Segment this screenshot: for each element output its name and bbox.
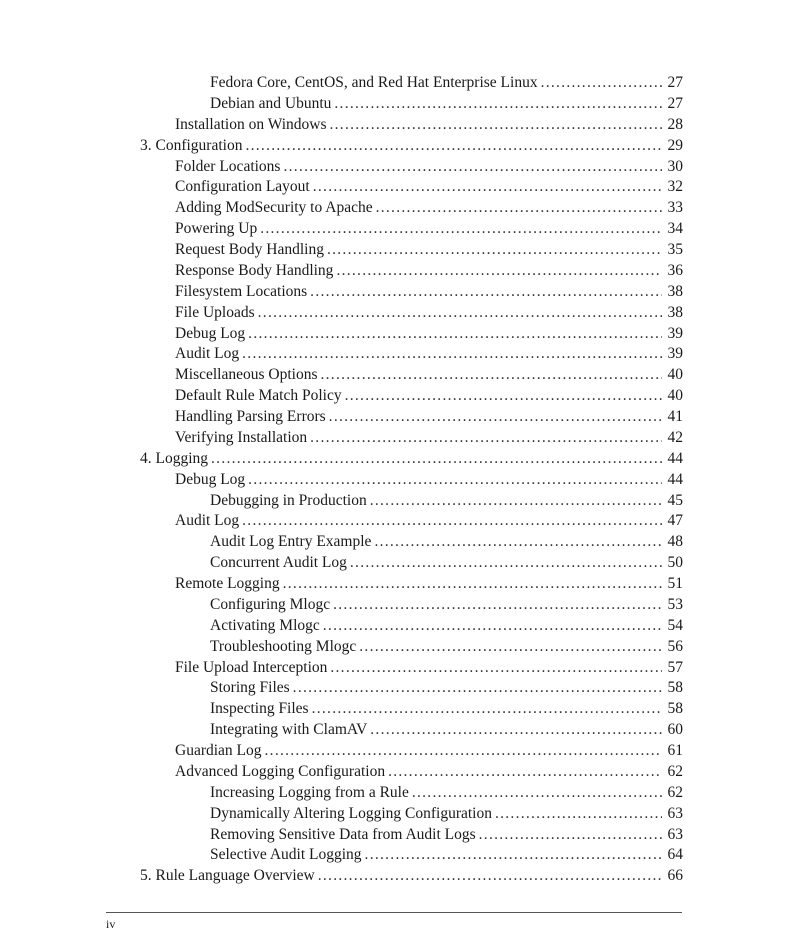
toc-entry[interactable] — [0, 637, 788, 658]
dot-leader — [260, 219, 662, 240]
toc-entry[interactable] — [0, 136, 788, 157]
dot-leader — [248, 324, 662, 345]
toc-entry-page-number: 44 — [667, 470, 683, 488]
toc-entry-title: Remote Logging — [175, 575, 280, 592]
toc-entry-title: Removing Sensitive Data from Audit Logs — [210, 825, 476, 843]
toc-entry[interactable] — [0, 616, 788, 637]
dot-leader — [242, 511, 662, 532]
toc-entry[interactable] — [0, 699, 788, 720]
dot-leader — [350, 553, 662, 574]
toc-entry[interactable] — [0, 344, 788, 365]
dot-leader — [321, 365, 663, 386]
toc-entry[interactable] — [0, 407, 788, 428]
toc-entry[interactable] — [0, 303, 788, 324]
toc-entry-page-number: 35 — [667, 241, 683, 258]
toc-entry-page-number: 27 — [667, 74, 683, 91]
toc-entry[interactable] — [0, 261, 788, 282]
toc-entry-page-number: 63 — [667, 825, 683, 843]
toc-entry[interactable] — [0, 428, 788, 449]
toc-entry[interactable] — [0, 115, 788, 136]
dot-leader — [310, 428, 662, 449]
toc-entry-title: Troubleshooting Mlogc — [210, 637, 357, 655]
toc-entry[interactable] — [0, 73, 788, 94]
dot-leader — [310, 282, 662, 303]
toc-entry-page-number: 48 — [667, 533, 683, 551]
toc-entry[interactable] — [0, 282, 788, 303]
dot-leader — [329, 407, 662, 428]
toc-entry-title: Audit Log Entry Example — [210, 533, 372, 551]
toc-entry[interactable] — [0, 219, 788, 240]
toc-entry[interactable] — [0, 720, 788, 741]
toc-entry-title: Storing Files — [210, 679, 290, 697]
toc-entry-title: File Upload Interception — [175, 658, 328, 676]
toc-entry-page-number: 63 — [667, 804, 683, 822]
toc-entry-page-number: 40 — [667, 366, 683, 384]
toc-entry-title: Default Rule Match Policy — [175, 387, 342, 405]
dot-leader — [313, 177, 662, 198]
toc-entry-page-number: 62 — [667, 762, 683, 780]
toc-entry-title: Response Body Handling — [175, 261, 334, 279]
toc-entry-title: Debug Log — [175, 470, 246, 488]
toc-entry-title: Powering Up — [175, 220, 258, 238]
toc-entry-title: Configuring Mlogc — [210, 595, 331, 613]
toc-entry-title: Installation on Windows — [175, 115, 327, 133]
page-folio: iv — [106, 917, 116, 931]
toc-entry-page-number: 50 — [667, 554, 683, 572]
toc-entry[interactable] — [0, 845, 788, 866]
dot-leader — [479, 825, 662, 846]
toc-entry[interactable] — [0, 574, 788, 595]
toc-entry-page-number: 28 — [667, 115, 683, 133]
toc-entry-title: Selective Audit Logging — [210, 846, 362, 864]
toc-entry-title: Guardian Log — [175, 742, 262, 759]
toc-entry[interactable] — [0, 240, 788, 261]
toc-entry-page-number: 57 — [667, 658, 683, 676]
toc-entry-page-number: 66 — [667, 867, 683, 885]
toc-entry-title: Adding ModSecurity to Apache — [175, 199, 373, 217]
toc-entry-page-number: 36 — [667, 261, 683, 279]
toc-entry[interactable] — [0, 804, 788, 825]
toc-entry[interactable] — [0, 678, 788, 699]
toc-entry-title: Increasing Logging from a Rule — [210, 783, 409, 801]
dot-leader — [330, 658, 662, 679]
toc-entry-page-number: 54 — [667, 616, 683, 634]
toc-entry[interactable] — [0, 741, 788, 762]
toc-entry[interactable] — [0, 595, 788, 616]
toc-entry-page-number: 40 — [667, 387, 683, 405]
toc-entry-title: Handling Parsing Errors — [175, 408, 326, 425]
toc-entry[interactable] — [0, 365, 788, 386]
toc-entry[interactable] — [0, 470, 788, 491]
dot-leader — [541, 73, 662, 94]
dot-leader — [245, 136, 662, 157]
toc-entry-page-number: 42 — [667, 428, 683, 446]
toc-entry-title: Folder Locations — [175, 157, 281, 175]
toc-entry-page-number: 29 — [667, 136, 683, 154]
toc-entry-title: Concurrent Audit Log — [210, 554, 347, 572]
dot-leader — [374, 532, 662, 553]
toc-entry-title: Advanced Logging Configuration — [175, 762, 386, 780]
toc-entry[interactable] — [0, 783, 788, 804]
dot-leader — [242, 344, 662, 365]
dot-leader — [248, 470, 662, 491]
toc-entry-title: 5. Rule Language Overview — [140, 867, 315, 885]
toc-entry[interactable] — [0, 532, 788, 553]
dot-leader — [376, 198, 662, 219]
toc-entry-page-number: 38 — [667, 282, 683, 300]
toc-entry-title: Request Body Handling — [175, 241, 324, 258]
toc-entry[interactable] — [0, 198, 788, 219]
toc-entry-page-number: 34 — [667, 220, 683, 238]
dot-leader — [265, 741, 662, 762]
toc-entry-page-number: 64 — [667, 846, 683, 864]
toc-entry-title: Fedora Core, CentOS, and Red Hat Enterprise Linux — [210, 74, 538, 91]
toc-entry-title: Audit Log — [175, 345, 240, 363]
dot-leader — [318, 866, 662, 887]
dot-leader — [330, 115, 663, 136]
dot-leader — [333, 595, 662, 616]
toc-entry[interactable] — [0, 386, 788, 407]
toc-entry-page-number: 39 — [667, 324, 683, 342]
toc-entry-page-number: 51 — [667, 575, 683, 592]
toc-entry-title: Configuration Layout — [175, 178, 310, 196]
toc-entry-page-number: 30 — [667, 157, 683, 175]
toc-entry-page-number: 58 — [667, 700, 683, 718]
toc-entry-page-number: 41 — [667, 408, 683, 425]
table-of-contents — [0, 73, 788, 887]
toc-entry-page-number: 61 — [667, 742, 683, 759]
toc-entry-page-number: 62 — [667, 783, 683, 801]
toc-entry[interactable] — [0, 658, 788, 679]
toc-entry[interactable] — [0, 94, 788, 115]
toc-entry-title: 3. Configuration — [140, 136, 243, 154]
toc-entry-title: Inspecting Files — [210, 700, 309, 718]
dot-leader — [334, 94, 662, 115]
toc-entry-title: Audit Log — [175, 512, 240, 530]
toc-entry[interactable] — [0, 324, 788, 345]
toc-entry-page-number: 56 — [667, 637, 683, 655]
dot-leader — [370, 720, 662, 741]
toc-entry-page-number: 33 — [667, 199, 683, 217]
toc-entry-page-number: 38 — [667, 303, 683, 321]
dot-leader — [345, 386, 662, 407]
dot-leader — [312, 699, 662, 720]
toc-entry-title: Filesystem Locations — [175, 282, 308, 300]
toc-entry[interactable] — [0, 157, 788, 178]
toc-entry[interactable] — [0, 177, 788, 198]
dot-leader — [327, 240, 662, 261]
toc-entry-title: Integrating with ClamAV — [210, 721, 368, 739]
dot-leader — [370, 491, 662, 512]
toc-entry-page-number: 32 — [667, 178, 683, 196]
footer-rule — [106, 912, 682, 913]
toc-entry-title: Debian and Ubuntu — [210, 94, 332, 112]
dot-leader — [211, 449, 662, 470]
toc-entry-page-number: 45 — [667, 491, 683, 509]
toc-entry-page-number: 47 — [667, 512, 683, 530]
dot-leader — [283, 157, 662, 178]
dot-leader — [283, 574, 662, 595]
toc-entry-page-number: 53 — [667, 595, 683, 613]
dot-leader — [388, 762, 662, 783]
toc-entry-title: Debug Log — [175, 324, 246, 342]
dot-leader — [365, 845, 662, 866]
toc-entry-title: Dynamically Altering Logging Configuration — [210, 804, 492, 822]
toc-entry-page-number: 27 — [667, 94, 683, 112]
toc-entry-page-number: 58 — [667, 679, 683, 697]
toc-entry-title: Miscellaneous Options — [175, 366, 318, 384]
toc-entry-page-number: 39 — [667, 345, 683, 363]
dot-leader — [336, 261, 662, 282]
toc-entry-title: 4. Logging — [140, 449, 209, 467]
dot-leader — [258, 303, 662, 324]
toc-entry-title: Debugging in Production — [210, 491, 367, 509]
dot-leader — [412, 783, 662, 804]
toc-entry[interactable] — [0, 511, 788, 532]
toc-entry[interactable] — [0, 553, 788, 574]
dot-leader — [323, 616, 662, 637]
dot-leader — [293, 678, 662, 699]
toc-entry-title: Verifying Installation — [175, 428, 308, 446]
toc-entry[interactable] — [0, 825, 788, 846]
toc-entry-title: Activating Mlogc — [210, 616, 320, 634]
toc-entry-title: File Uploads — [175, 303, 255, 321]
toc-entry[interactable] — [0, 762, 788, 783]
toc-entry-page-number: 44 — [667, 449, 683, 467]
dot-leader — [495, 804, 662, 825]
dot-leader — [359, 637, 662, 658]
toc-entry[interactable] — [0, 866, 788, 887]
toc-entry[interactable] — [0, 449, 788, 470]
toc-entry-page-number: 60 — [667, 721, 683, 739]
toc-entry[interactable] — [0, 491, 788, 512]
